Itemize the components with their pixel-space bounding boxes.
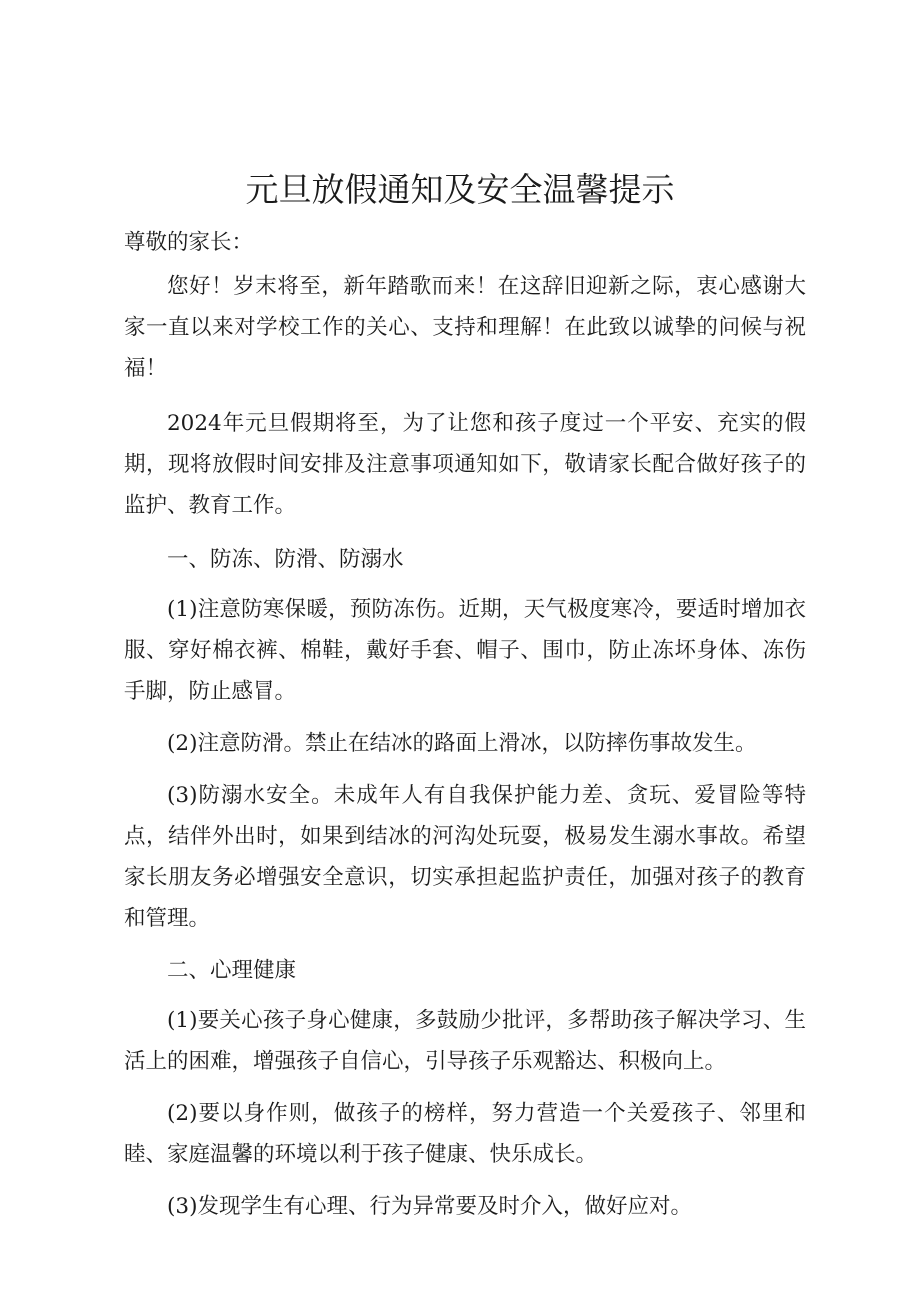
section-heading-mental-health: 二、心理健康 bbox=[167, 958, 297, 983]
safety-item-1: (1)注意防寒保暖，预防冻伤。近期，天气极度寒冷，要适时增加衣服、穿好棉衣裤、棉鞋，戴好手套、帽子、围巾，防止冻坏身体、冻伤手脚，防止感冒。 bbox=[124, 597, 806, 704]
notice-paragraph: 2024年元旦假期将至，为了让您和孩子度过一个平安、充实的假期，现将放假时间安排及注意事项通知如下，敬请家长配合做好孩子的监护、教育工作。 bbox=[124, 411, 806, 518]
safety-item-3: (3)防溺水安全。未成年人有自我保护能力差、贪玩、爱冒险等特点，结伴外出时，如果到结冰的河沟处玩耍，极易发生溺水事故。希望家长朋友务必增强安全意识，切实承担起监护责任，加强对孩子的教育和管理。 bbox=[124, 783, 806, 931]
greeting: 尊敬的家长： bbox=[124, 230, 254, 255]
document-body bbox=[124, 222, 806, 1238]
intro-paragraph: 您好！岁末将至，新年踏歌而来！在这辞旧迎新之际，衷心感谢大家一直以来对学校工作的关心、支持和理解！在此致以诚挚的问候与祝福！ bbox=[124, 274, 806, 381]
page-title: 元旦放假通知及安全温馨提示 bbox=[245, 170, 675, 209]
section-heading-safety: 一、防冻、防滑、防溺水 bbox=[167, 547, 404, 572]
safety-item-2: (2)注意防滑。禁止在结冰的路面上滑冰，以防摔伤事故发生。 bbox=[167, 731, 757, 756]
mental-health-item-3: (3)发现学生有心理、行为异常要及时介入，做好应对。 bbox=[167, 1194, 692, 1219]
mental-health-item-2: (2)要以身作则，做孩子的榜样，努力营造一个关爱孩子、邻里和睦、家庭温馨的环境以利于孩子健康、快乐成长。 bbox=[124, 1101, 806, 1167]
mental-health-item-1: (1)要关心孩子身心健康，多鼓励少批评，多帮助孩子解决学习、生活上的困难，增强孩子自信心，引导孩子乐观豁达、积极向上。 bbox=[124, 1008, 806, 1074]
